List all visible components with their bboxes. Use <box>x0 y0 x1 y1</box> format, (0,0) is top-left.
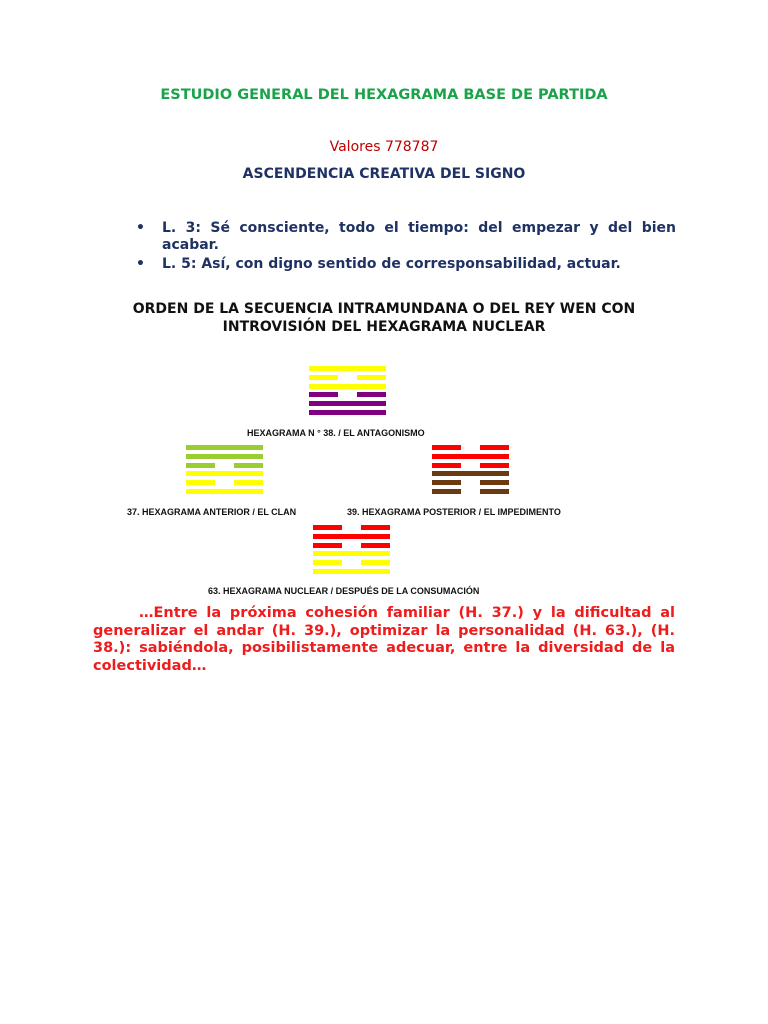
hexagram-nuclear-caption: 63. HEXAGRAMA NUCLEAR / DESPUÉS DE LA CONSUMACIÓN <box>208 586 480 596</box>
list-item: • L. 5: Así, con digno sentido de corresponsabilidad, actuar. <box>136 256 621 272</box>
line-segment <box>357 392 386 397</box>
hexagram-nuclear <box>313 525 390 578</box>
document-title: ESTUDIO GENERAL DEL HEXAGRAMA BASE DE PARTIDA <box>160 87 608 103</box>
hexagram-yin-line <box>313 525 390 530</box>
hexagram-main-caption: HEXAGRAMA N ° 38. / EL ANTAGONISMO <box>247 428 425 438</box>
line-segment <box>357 375 386 380</box>
hexagram-yang-line <box>313 551 390 556</box>
line-segment <box>186 445 263 450</box>
line-segment <box>361 560 390 565</box>
line-segment <box>186 471 263 476</box>
line-segment <box>309 384 386 389</box>
line-segment <box>432 489 461 494</box>
line-segment <box>309 410 386 415</box>
hexagram-yin-line <box>432 445 509 450</box>
hexagram-yang-line <box>186 454 263 459</box>
line-segment <box>432 480 461 485</box>
line-segment <box>313 560 342 565</box>
hexagram-main <box>309 366 386 419</box>
hexagram-previous <box>186 445 263 498</box>
hexagram-yin-line <box>309 375 386 380</box>
hexagram-next-caption: 39. HEXAGRAMA POSTERIOR / EL IMPEDIMENTO <box>347 507 561 517</box>
line-segment <box>309 366 386 371</box>
line-segment <box>186 454 263 459</box>
line-segment <box>309 375 338 380</box>
line-segment <box>309 401 386 406</box>
line-segment <box>432 445 461 450</box>
hexagram-yang-line <box>309 410 386 415</box>
line-segment <box>361 543 390 548</box>
valores-line: Valores 778787 <box>329 139 439 155</box>
hexagram-yin-line <box>313 543 390 548</box>
hexagram-yang-line <box>186 489 263 494</box>
line-segment <box>234 463 263 468</box>
hexagram-previous-caption: 37. HEXAGRAMA ANTERIOR / EL CLAN <box>127 507 297 517</box>
hexagram-yang-line <box>186 471 263 476</box>
line-segment <box>480 463 509 468</box>
section-subtitle: ASCENDENCIA CREATIVA DEL SIGNO <box>242 166 526 182</box>
line-segment <box>313 525 342 530</box>
line-segment <box>186 480 215 485</box>
line-segment <box>361 525 390 530</box>
hexagram-yang-line <box>313 534 390 539</box>
section-heading: ORDEN DE LA SECUENCIA INTRAMUNDANA O DEL REY WEN CON INTROVISIÓN DEL HEXAGRAMA NUCLEAR <box>132 301 636 335</box>
line-segment <box>480 489 509 494</box>
line-segment <box>480 480 509 485</box>
closing-paragraph: …Entre la próxima cohesión familiar (H. 37.) y la dificultad al generalizar el andar (H. 39.), optimizar la personalidad (H. 63.), (H. 38.): sabiéndola, posibilistamente adecuar, entre la diversidad de la colectividad… <box>93 605 675 674</box>
hexagram-yang-line <box>432 454 509 459</box>
hexagram-yang-line <box>309 366 386 371</box>
bullet-icon: • <box>136 220 145 236</box>
hexagram-yin-line <box>309 392 386 397</box>
bullet-icon: • <box>136 256 145 272</box>
line-segment <box>313 543 342 548</box>
hexagram-yin-line <box>432 480 509 485</box>
line-segment <box>313 551 390 556</box>
hexagram-yin-line <box>186 463 263 468</box>
line-segment <box>480 445 509 450</box>
line-segment <box>313 534 390 539</box>
hexagram-yin-line <box>313 560 390 565</box>
line-segment <box>309 392 338 397</box>
line-segment <box>313 569 390 574</box>
hexagram-yang-line <box>313 569 390 574</box>
hexagram-yang-line <box>309 401 386 406</box>
hexagram-yang-line <box>186 445 263 450</box>
line-segment <box>432 454 509 459</box>
list-item: • L. 3: Sé consciente, todo el tiempo: del empezar y del bien acabar. <box>136 220 676 253</box>
line-segment <box>186 463 215 468</box>
line-segment <box>186 489 263 494</box>
hexagram-yin-line <box>432 463 509 468</box>
hexagram-yin-line <box>432 489 509 494</box>
bullet-list <box>136 220 676 275</box>
hexagram-yang-line <box>432 471 509 476</box>
line-segment <box>432 471 509 476</box>
hexagram-yang-line <box>309 384 386 389</box>
line-segment <box>432 463 461 468</box>
hexagram-yin-line <box>186 480 263 485</box>
line-segment <box>234 480 263 485</box>
hexagram-next <box>432 445 509 498</box>
